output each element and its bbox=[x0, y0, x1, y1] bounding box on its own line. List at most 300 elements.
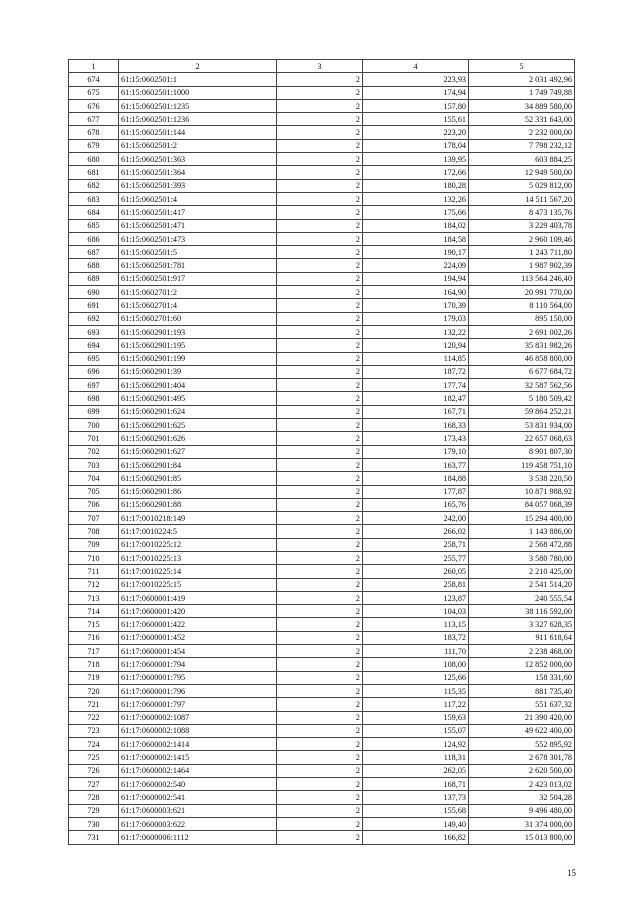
value-cell: 184,58 bbox=[363, 232, 469, 245]
row-number-cell: 699 bbox=[69, 405, 119, 418]
table-row bbox=[69, 299, 575, 312]
cadastral-number-cell: 61:15:0602701:2 bbox=[119, 286, 277, 299]
table-row bbox=[69, 99, 575, 112]
value-cell: 111,70 bbox=[363, 645, 469, 658]
cadastral-number-cell: 61:15:0602901:495 bbox=[119, 392, 277, 405]
cost-cell: 113 564 246,40 bbox=[469, 272, 575, 285]
row-number-cell: 684 bbox=[69, 206, 119, 219]
table-row bbox=[69, 684, 575, 697]
cadastral-number-cell: 61:17:0010225:15 bbox=[119, 578, 277, 591]
value-cell: 194,94 bbox=[363, 272, 469, 285]
value-cell: 177,87 bbox=[363, 485, 469, 498]
value-cell: 255,77 bbox=[363, 551, 469, 564]
table-row bbox=[69, 286, 575, 299]
cadastral-number-cell: 61:15:0602501:393 bbox=[119, 179, 277, 192]
cost-cell: 2 031 492,96 bbox=[469, 73, 575, 86]
table-row bbox=[69, 738, 575, 751]
row-number-cell: 691 bbox=[69, 299, 119, 312]
value-cell: 182,47 bbox=[363, 392, 469, 405]
category-cell: 2 bbox=[277, 192, 363, 205]
row-number-cell: 710 bbox=[69, 551, 119, 564]
value-cell: 175,66 bbox=[363, 206, 469, 219]
row-number-cell: 723 bbox=[69, 724, 119, 737]
value-cell: 123,87 bbox=[363, 591, 469, 604]
value-cell: 155,68 bbox=[363, 804, 469, 817]
table-row bbox=[69, 804, 575, 817]
value-cell: 120,94 bbox=[363, 339, 469, 352]
value-cell: 184,02 bbox=[363, 219, 469, 232]
category-cell: 2 bbox=[277, 432, 363, 445]
category-cell: 2 bbox=[277, 206, 363, 219]
cadastral-number-cell: 61:17:0010225:12 bbox=[119, 538, 277, 551]
table-row bbox=[69, 246, 575, 259]
table-row bbox=[69, 791, 575, 804]
table-row bbox=[69, 698, 575, 711]
cadastral-number-cell: 61:15:0602701:4 bbox=[119, 299, 277, 312]
cadastral-number-cell: 61:15:0602501:417 bbox=[119, 206, 277, 219]
cadastral-number-cell: 61:15:0602701:60 bbox=[119, 312, 277, 325]
row-number-cell: 709 bbox=[69, 538, 119, 551]
row-number-cell: 720 bbox=[69, 684, 119, 697]
category-cell: 2 bbox=[277, 392, 363, 405]
row-number-cell: 686 bbox=[69, 232, 119, 245]
column-header: 5 bbox=[469, 60, 575, 73]
category-cell: 2 bbox=[277, 365, 363, 378]
table-row bbox=[69, 365, 575, 378]
value-cell: 114,85 bbox=[363, 352, 469, 365]
cost-cell: 12 949 500,00 bbox=[469, 166, 575, 179]
cost-cell: 38 116 592,00 bbox=[469, 605, 575, 618]
cadastral-number-cell: 61:15:0602901:85 bbox=[119, 472, 277, 485]
row-number-cell: 695 bbox=[69, 352, 119, 365]
value-cell: 163,77 bbox=[363, 458, 469, 471]
column-header: 3 bbox=[277, 60, 363, 73]
row-number-cell: 683 bbox=[69, 192, 119, 205]
cadastral-number-cell: 61:15:0602901:84 bbox=[119, 458, 277, 471]
value-cell: 223,20 bbox=[363, 126, 469, 139]
value-cell: 165,76 bbox=[363, 498, 469, 511]
value-cell: 157,80 bbox=[363, 99, 469, 112]
table-row bbox=[69, 259, 575, 272]
row-number-cell: 719 bbox=[69, 671, 119, 684]
row-number-cell: 726 bbox=[69, 764, 119, 777]
row-number-cell: 678 bbox=[69, 126, 119, 139]
page-number: 15 bbox=[567, 868, 576, 878]
cadastral-number-cell: 61:15:0602501:144 bbox=[119, 126, 277, 139]
cadastral-number-cell: 61:15:0602501:917 bbox=[119, 272, 277, 285]
value-cell: 155,61 bbox=[363, 113, 469, 126]
cost-cell: 2 541 514,20 bbox=[469, 578, 575, 591]
cost-cell: 21 390 420,00 bbox=[469, 711, 575, 724]
category-cell: 2 bbox=[277, 259, 363, 272]
table-row bbox=[69, 126, 575, 139]
cost-cell: 1 243 711,80 bbox=[469, 246, 575, 259]
table-row bbox=[69, 405, 575, 418]
value-cell: 262,05 bbox=[363, 764, 469, 777]
cost-cell: 1 749 749,88 bbox=[469, 86, 575, 99]
category-cell: 2 bbox=[277, 73, 363, 86]
category-cell: 2 bbox=[277, 565, 363, 578]
category-cell: 2 bbox=[277, 512, 363, 525]
row-number-cell: 728 bbox=[69, 791, 119, 804]
category-cell: 2 bbox=[277, 99, 363, 112]
cadastral-number-cell: 61:15:0602501:4 bbox=[119, 192, 277, 205]
row-number-cell: 676 bbox=[69, 99, 119, 112]
row-number-cell: 714 bbox=[69, 605, 119, 618]
column-header: 1 bbox=[69, 60, 119, 73]
data-table bbox=[68, 59, 575, 845]
value-cell: 266,02 bbox=[363, 525, 469, 538]
cadastral-number-cell: 61:15:0602901:625 bbox=[119, 419, 277, 432]
cadastral-number-cell: 61:15:0602501:781 bbox=[119, 259, 277, 272]
row-number-cell: 697 bbox=[69, 379, 119, 392]
value-cell: 132,26 bbox=[363, 192, 469, 205]
table-row bbox=[69, 86, 575, 99]
cost-cell: 20 991 770,00 bbox=[469, 286, 575, 299]
category-cell: 2 bbox=[277, 352, 363, 365]
value-cell: 242,00 bbox=[363, 512, 469, 525]
category-cell: 2 bbox=[277, 272, 363, 285]
table-row bbox=[69, 751, 575, 764]
cost-cell: 10 871 988,92 bbox=[469, 485, 575, 498]
value-cell: 190,17 bbox=[363, 246, 469, 259]
value-cell: 173,43 bbox=[363, 432, 469, 445]
category-cell: 2 bbox=[277, 738, 363, 751]
table-row bbox=[69, 711, 575, 724]
category-cell: 2 bbox=[277, 538, 363, 551]
row-number-cell: 716 bbox=[69, 631, 119, 644]
cost-cell: 49 622 400,00 bbox=[469, 724, 575, 737]
value-cell: 177,74 bbox=[363, 379, 469, 392]
cadastral-number-cell: 61:15:0602501:363 bbox=[119, 153, 277, 166]
value-cell: 183,72 bbox=[363, 631, 469, 644]
cadastral-number-cell: 61:17:0010218:149 bbox=[119, 512, 277, 525]
value-cell: 179,10 bbox=[363, 445, 469, 458]
cadastral-number-cell: 61:17:0600001:796 bbox=[119, 684, 277, 697]
cost-cell: 15 013 800,00 bbox=[469, 831, 575, 844]
cadastral-number-cell: 61:17:0600001:794 bbox=[119, 658, 277, 671]
category-cell: 2 bbox=[277, 153, 363, 166]
cadastral-number-cell: 61:17:0600003:622 bbox=[119, 817, 277, 830]
row-number-cell: 730 bbox=[69, 817, 119, 830]
cost-cell: 3 580 780,00 bbox=[469, 551, 575, 564]
category-cell: 2 bbox=[277, 724, 363, 737]
table-row bbox=[69, 764, 575, 777]
cost-cell: 5 180 509,42 bbox=[469, 392, 575, 405]
cadastral-number-cell: 61:17:0600001:795 bbox=[119, 671, 277, 684]
cost-cell: 1 143 886,00 bbox=[469, 525, 575, 538]
row-number-cell: 689 bbox=[69, 272, 119, 285]
cost-cell: 552 895,92 bbox=[469, 738, 575, 751]
value-cell: 166,82 bbox=[363, 831, 469, 844]
row-number-cell: 692 bbox=[69, 312, 119, 325]
row-number-cell: 693 bbox=[69, 325, 119, 338]
cadastral-number-cell: 61:15:0602501:2 bbox=[119, 139, 277, 152]
category-cell: 2 bbox=[277, 472, 363, 485]
row-number-cell: 713 bbox=[69, 591, 119, 604]
row-number-cell: 680 bbox=[69, 153, 119, 166]
cost-cell: 895 150,00 bbox=[469, 312, 575, 325]
cost-cell: 2 691 002,26 bbox=[469, 325, 575, 338]
cadastral-number-cell: 61:15:0602901:39 bbox=[119, 365, 277, 378]
value-cell: 184,88 bbox=[363, 472, 469, 485]
category-cell: 2 bbox=[277, 751, 363, 764]
value-cell: 113,15 bbox=[363, 618, 469, 631]
category-cell: 2 bbox=[277, 631, 363, 644]
category-cell: 2 bbox=[277, 126, 363, 139]
row-number-cell: 717 bbox=[69, 645, 119, 658]
table-row bbox=[69, 817, 575, 830]
cost-cell: 32 587 562,56 bbox=[469, 379, 575, 392]
row-number-cell: 700 bbox=[69, 419, 119, 432]
row-number-cell: 685 bbox=[69, 219, 119, 232]
value-cell: 224,09 bbox=[363, 259, 469, 272]
table-row bbox=[69, 512, 575, 525]
value-cell: 167,71 bbox=[363, 405, 469, 418]
cost-cell: 2 210 425,00 bbox=[469, 565, 575, 578]
value-cell: 159,63 bbox=[363, 711, 469, 724]
value-cell: 170,39 bbox=[363, 299, 469, 312]
row-number-cell: 718 bbox=[69, 658, 119, 671]
table-row bbox=[69, 551, 575, 564]
table-row bbox=[69, 352, 575, 365]
cost-cell: 31 374 000,00 bbox=[469, 817, 575, 830]
table-row bbox=[69, 325, 575, 338]
row-number-cell: 701 bbox=[69, 432, 119, 445]
cadastral-number-cell: 61:17:0600002:540 bbox=[119, 778, 277, 791]
table-row bbox=[69, 778, 575, 791]
table-row bbox=[69, 498, 575, 511]
table-row bbox=[69, 392, 575, 405]
cadastral-number-cell: 61:15:0602501:473 bbox=[119, 232, 277, 245]
cadastral-number-cell: 61:17:0600002:1415 bbox=[119, 751, 277, 764]
cadastral-number-cell: 61:17:0010225:14 bbox=[119, 565, 277, 578]
cost-cell: 1 987 902,39 bbox=[469, 259, 575, 272]
table-row bbox=[69, 272, 575, 285]
table-row bbox=[69, 432, 575, 445]
cost-cell: 551 637,32 bbox=[469, 698, 575, 711]
table-row bbox=[69, 166, 575, 179]
cost-cell: 32 504,28 bbox=[469, 791, 575, 804]
row-number-cell: 682 bbox=[69, 179, 119, 192]
table-row bbox=[69, 179, 575, 192]
cost-cell: 2 960 109,46 bbox=[469, 232, 575, 245]
cost-cell: 22 657 068,63 bbox=[469, 432, 575, 445]
value-cell: 108,00 bbox=[363, 658, 469, 671]
value-cell: 187,72 bbox=[363, 365, 469, 378]
row-number-cell: 721 bbox=[69, 698, 119, 711]
cost-cell: 35 831 982,26 bbox=[469, 339, 575, 352]
row-number-cell: 715 bbox=[69, 618, 119, 631]
category-cell: 2 bbox=[277, 246, 363, 259]
row-number-cell: 731 bbox=[69, 831, 119, 844]
category-cell: 2 bbox=[277, 578, 363, 591]
cadastral-number-cell: 61:15:0602901:88 bbox=[119, 498, 277, 511]
table-row bbox=[69, 591, 575, 604]
cost-cell: 603 884,25 bbox=[469, 153, 575, 166]
row-number-cell: 679 bbox=[69, 139, 119, 152]
value-cell: 115,35 bbox=[363, 684, 469, 697]
table-row bbox=[69, 658, 575, 671]
table-row bbox=[69, 631, 575, 644]
cadastral-number-cell: 61:15:0602501:364 bbox=[119, 166, 277, 179]
value-cell: 132,22 bbox=[363, 325, 469, 338]
table-row bbox=[69, 312, 575, 325]
cadastral-number-cell: 61:17:0600006:1112 bbox=[119, 831, 277, 844]
cost-cell: 9 496 480,00 bbox=[469, 804, 575, 817]
cost-cell: 2 678 301,78 bbox=[469, 751, 575, 764]
category-cell: 2 bbox=[277, 458, 363, 471]
category-cell: 2 bbox=[277, 219, 363, 232]
cadastral-number-cell: 61:15:0602901:195 bbox=[119, 339, 277, 352]
category-cell: 2 bbox=[277, 286, 363, 299]
value-cell: 139,95 bbox=[363, 153, 469, 166]
cost-cell: 5 029 812,00 bbox=[469, 179, 575, 192]
category-cell: 2 bbox=[277, 485, 363, 498]
cost-cell: 46 858 800,00 bbox=[469, 352, 575, 365]
table-row bbox=[69, 458, 575, 471]
value-cell: 149,40 bbox=[363, 817, 469, 830]
row-number-cell: 694 bbox=[69, 339, 119, 352]
table-row bbox=[69, 206, 575, 219]
category-cell: 2 bbox=[277, 804, 363, 817]
cost-cell: 15 294 400,00 bbox=[469, 512, 575, 525]
table-row bbox=[69, 139, 575, 152]
cost-cell: 2 238 468,00 bbox=[469, 645, 575, 658]
cost-cell: 84 057 068,39 bbox=[469, 498, 575, 511]
cadastral-number-cell: 61:17:0600002:1088 bbox=[119, 724, 277, 737]
table-row bbox=[69, 379, 575, 392]
category-cell: 2 bbox=[277, 86, 363, 99]
cadastral-number-cell: 61:15:0602901:86 bbox=[119, 485, 277, 498]
cadastral-number-cell: 61:17:0600001:422 bbox=[119, 618, 277, 631]
category-cell: 2 bbox=[277, 791, 363, 804]
row-number-cell: 706 bbox=[69, 498, 119, 511]
value-cell: 179,03 bbox=[363, 312, 469, 325]
row-number-cell: 690 bbox=[69, 286, 119, 299]
category-cell: 2 bbox=[277, 764, 363, 777]
table-row bbox=[69, 645, 575, 658]
value-cell: 180,28 bbox=[363, 179, 469, 192]
row-number-cell: 711 bbox=[69, 565, 119, 578]
cadastral-number-cell: 61:17:0600002:1087 bbox=[119, 711, 277, 724]
cadastral-number-cell: 61:17:0600003:621 bbox=[119, 804, 277, 817]
cost-cell: 12 852 000,00 bbox=[469, 658, 575, 671]
cost-cell: 8 110 564,00 bbox=[469, 299, 575, 312]
row-number-cell: 707 bbox=[69, 512, 119, 525]
row-number-cell: 677 bbox=[69, 113, 119, 126]
table-row bbox=[69, 232, 575, 245]
table-row bbox=[69, 538, 575, 551]
category-cell: 2 bbox=[277, 445, 363, 458]
category-cell: 2 bbox=[277, 698, 363, 711]
table-row bbox=[69, 618, 575, 631]
cost-cell: 52 331 643,00 bbox=[469, 113, 575, 126]
category-cell: 2 bbox=[277, 618, 363, 631]
row-number-cell: 674 bbox=[69, 73, 119, 86]
cadastral-number-cell: 61:17:0010224:5 bbox=[119, 525, 277, 538]
row-number-cell: 687 bbox=[69, 246, 119, 259]
value-cell: 104,03 bbox=[363, 605, 469, 618]
cadastral-number-cell: 61:15:0602901:199 bbox=[119, 352, 277, 365]
category-cell: 2 bbox=[277, 339, 363, 352]
cadastral-number-cell: 61:15:0602501:5 bbox=[119, 246, 277, 259]
table-row bbox=[69, 525, 575, 538]
row-number-cell: 722 bbox=[69, 711, 119, 724]
cost-cell: 2 232 000,00 bbox=[469, 126, 575, 139]
table-row bbox=[69, 419, 575, 432]
table-row bbox=[69, 219, 575, 232]
value-cell: 178,04 bbox=[363, 139, 469, 152]
table-row bbox=[69, 472, 575, 485]
column-header: 2 bbox=[119, 60, 277, 73]
cost-cell: 158 331,60 bbox=[469, 671, 575, 684]
value-cell: 260,05 bbox=[363, 565, 469, 578]
category-cell: 2 bbox=[277, 498, 363, 511]
cost-cell: 2 568 472,88 bbox=[469, 538, 575, 551]
cadastral-number-cell: 61:15:0602901:624 bbox=[119, 405, 277, 418]
row-number-cell: 688 bbox=[69, 259, 119, 272]
cadastral-number-cell: 61:15:0602901:627 bbox=[119, 445, 277, 458]
row-number-cell: 729 bbox=[69, 804, 119, 817]
value-cell: 117,22 bbox=[363, 698, 469, 711]
value-cell: 137,73 bbox=[363, 791, 469, 804]
value-cell: 118,31 bbox=[363, 751, 469, 764]
table-header-row bbox=[69, 60, 575, 73]
category-cell: 2 bbox=[277, 379, 363, 392]
cost-cell: 34 889 580,00 bbox=[469, 99, 575, 112]
value-cell: 155,07 bbox=[363, 724, 469, 737]
cost-cell: 53 831 934,00 bbox=[469, 419, 575, 432]
cost-cell: 3 538 220,50 bbox=[469, 472, 575, 485]
cadastral-number-cell: 61:17:0600001:420 bbox=[119, 605, 277, 618]
table-row bbox=[69, 445, 575, 458]
value-cell: 258,81 bbox=[363, 578, 469, 591]
cost-cell: 2 423 013,02 bbox=[469, 778, 575, 791]
category-cell: 2 bbox=[277, 645, 363, 658]
table-row bbox=[69, 724, 575, 737]
category-cell: 2 bbox=[277, 139, 363, 152]
category-cell: 2 bbox=[277, 831, 363, 844]
row-number-cell: 698 bbox=[69, 392, 119, 405]
table-row bbox=[69, 831, 575, 844]
cadastral-number-cell: 61:15:0602501:1235 bbox=[119, 99, 277, 112]
value-cell: 124,92 bbox=[363, 738, 469, 751]
cost-cell: 240 555,54 bbox=[469, 591, 575, 604]
category-cell: 2 bbox=[277, 325, 363, 338]
cost-cell: 911 618,64 bbox=[469, 631, 575, 644]
table-row bbox=[69, 153, 575, 166]
cadastral-number-cell: 61:15:0602501:1236 bbox=[119, 113, 277, 126]
table-row bbox=[69, 485, 575, 498]
cadastral-number-cell: 61:17:0010225:13 bbox=[119, 551, 277, 564]
table-body bbox=[69, 73, 575, 844]
table-row bbox=[69, 73, 575, 86]
category-cell: 2 bbox=[277, 166, 363, 179]
table-row bbox=[69, 339, 575, 352]
category-cell: 2 bbox=[277, 312, 363, 325]
table-row bbox=[69, 113, 575, 126]
category-cell: 2 bbox=[277, 551, 363, 564]
row-number-cell: 675 bbox=[69, 86, 119, 99]
category-cell: 2 bbox=[277, 684, 363, 697]
row-number-cell: 712 bbox=[69, 578, 119, 591]
table-row bbox=[69, 192, 575, 205]
cadastral-number-cell: 61:15:0602501:1000 bbox=[119, 86, 277, 99]
category-cell: 2 bbox=[277, 525, 363, 538]
cost-cell: 8 473 135,76 bbox=[469, 206, 575, 219]
cost-cell: 2 620 500,00 bbox=[469, 764, 575, 777]
